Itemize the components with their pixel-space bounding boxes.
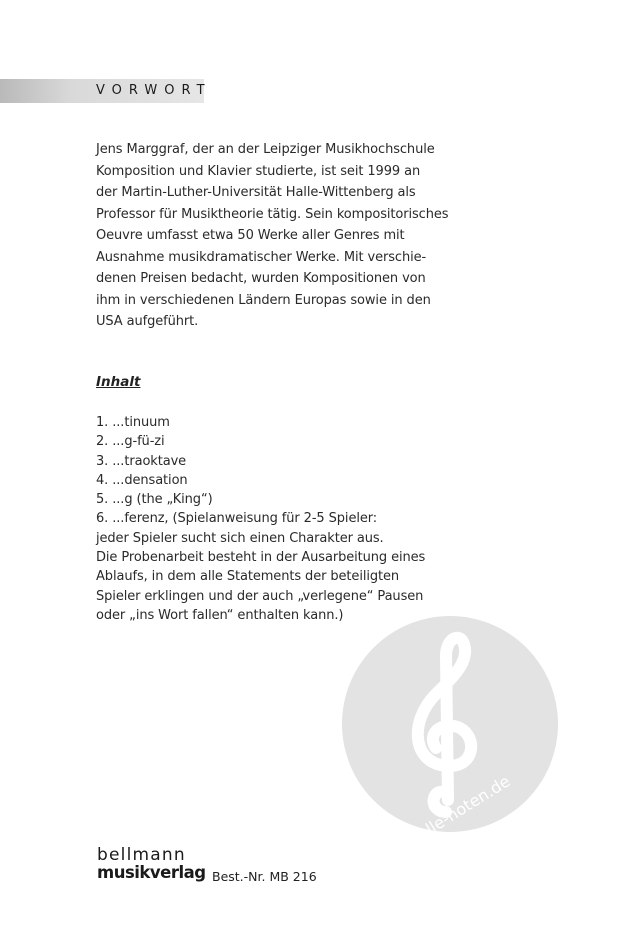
intro-line: denen Preisen bedacht, wurden Kompositionen von [96,271,426,286]
order-number: Best.-Nr. MB 216 [212,869,317,884]
contents-heading: Inhalt [96,374,141,390]
intro-line: Oeuvre umfasst etwa 50 Werke aller Genres mit [96,228,405,243]
contents-item: oder „ins Wort fallen“ enthalten kann.) [96,607,344,623]
contents-list [96,413,426,625]
contents-item: 3. ...traoktave [96,453,187,469]
section-header-bar [0,79,212,103]
intro-line: Jens Marggraf, der an der Leipziger Musikhochschule [96,142,435,157]
contents-item: 4. ...densation [96,472,188,488]
intro-line: der Martin-Luther-Universität Halle-Wittenberg als [96,185,416,200]
contents-item: 5. ...g (the „King“) [96,492,213,508]
intro-line: Komposition und Klavier studierte, ist seit 1999 an [96,163,421,179]
intro-line: Professor für Musiktheorie tätig. Sein kompositorisches [96,206,449,222]
contents-item: 1. ...tinuum [96,415,170,430]
intro-paragraph [96,139,449,333]
intro-line: USA aufgeführt. [96,314,199,329]
watermark-text: alle-noten.de [413,771,514,832]
contents-item: 2. ...g-fü-zi [96,434,165,450]
publisher-logo [97,846,206,882]
treble-clef-icon [342,616,558,832]
contents-item: Ablaufs, in dem alle Statements der beteiligten [96,569,400,585]
contents-item: jeder Spieler sucht sich einen Charakter aus. [96,530,384,546]
intro-line: ihm in verschiedenen Ländern Europas sowie in den [96,292,431,308]
publisher-name-line2: musikverlag [97,863,206,882]
section-title: VORWORT [96,83,212,98]
intro-line: Ausnahme musikdramatischer Werke. Mit verschie- [96,249,427,265]
contents-item: 6. ...ferenz, (Spielanweisung für 2-5 Spieler: [96,511,378,527]
watermark [342,616,558,832]
publisher-name-line1: bellmann [97,845,186,865]
contents-item: Spieler erklingen und der auch „verlegene“ Pausen [96,588,424,604]
contents-item: Die Probenarbeit besteht in der Ausarbeitung eines [96,550,426,566]
